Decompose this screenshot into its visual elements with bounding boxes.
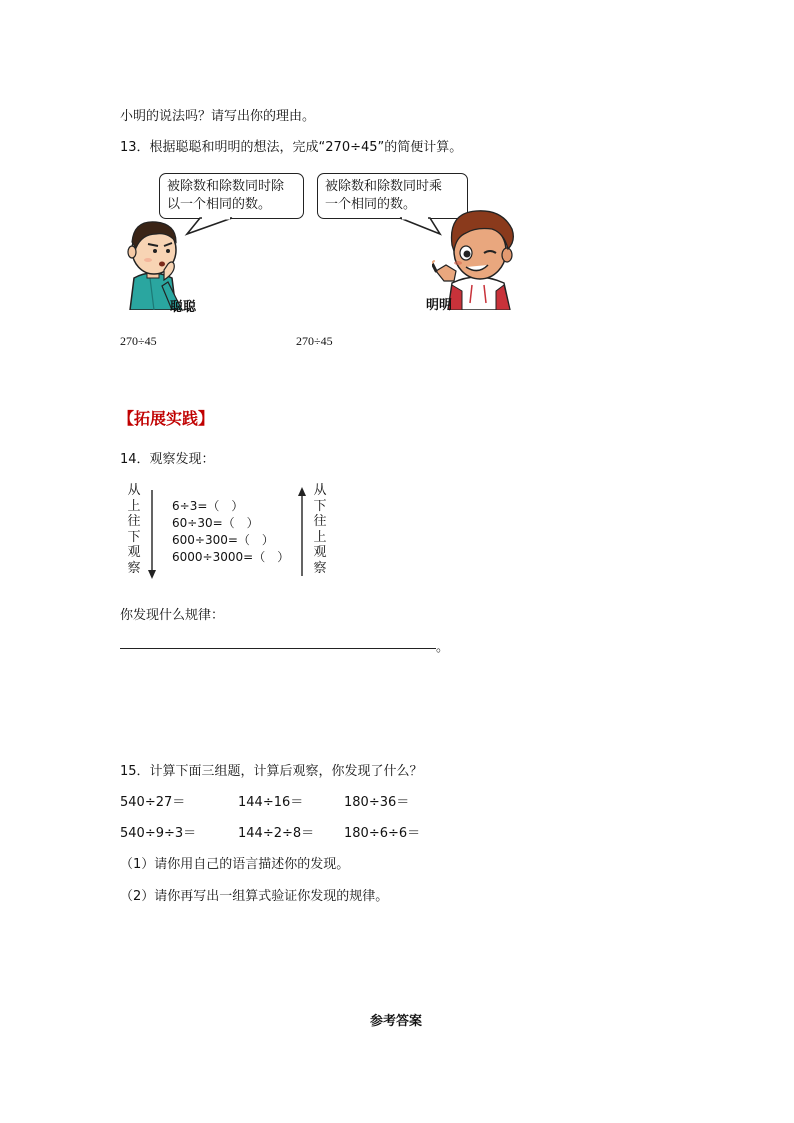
observation-arrows	[0, 480, 794, 600]
q15-row1-b: 144÷16＝	[238, 795, 304, 810]
speech-bubble-mingming: 被除数和除数同时乘 一个相同的数。	[317, 173, 468, 219]
answer-title: 参考答案	[370, 1014, 423, 1029]
arrow-down-icon	[148, 570, 156, 579]
q14-prompt: 14．观察发现：	[120, 452, 215, 467]
right-vertical-label: 从下往上观察	[313, 483, 327, 576]
q15-row1-c: 180÷36＝	[344, 795, 410, 810]
arrow-up-icon	[298, 487, 306, 496]
q15-row2-b: 144÷2÷8＝	[238, 826, 315, 841]
congcong-boy-illustration	[120, 210, 185, 310]
equation-1: 6÷3=（ ）	[172, 499, 244, 513]
name-congcong: 聪聪	[170, 300, 197, 315]
q15-row1-a: 540÷27＝	[120, 795, 186, 810]
q13-prompt: 13．根据聪聪和明明的想法，完成“270÷45”的简便计算。	[120, 140, 463, 155]
left-vertical-label: 从上往下观察	[127, 483, 141, 576]
q15-row2-c: 180÷6÷6＝	[344, 826, 421, 841]
q15-sub2: （2）请你再写出一组算式验证你发现的规律。	[120, 889, 389, 904]
q13-expression-left: 270÷45	[120, 334, 157, 348]
equation-3: 600÷300=（ ）	[172, 533, 274, 547]
section-title-extension-practice: 【拓展实践】	[118, 409, 215, 428]
rule-label: 你发现什么规律：	[120, 608, 225, 623]
equation-4: 6000÷3000=（ ）	[172, 550, 290, 564]
rule-period: 。	[436, 640, 450, 655]
q15-sub1: （1）请你用自己的语言描述你的发现。	[120, 857, 350, 872]
equation-2: 60÷30=（ ）	[172, 516, 259, 530]
q12-tail-text: 小明的说法吗？请写出你的理由。	[120, 109, 316, 124]
q15-prompt: 15．计算下面三组题，计算后观察，你发现了什么？	[120, 764, 423, 779]
q13-expression-right: 270÷45	[296, 334, 333, 348]
answer-blank-line[interactable]	[120, 648, 436, 649]
speech-bubble-congcong: 被除数和除数同时除 以一个相同的数。	[159, 173, 304, 219]
name-mingming: 明明	[426, 298, 453, 313]
q15-row2-a: 540÷9÷3＝	[120, 826, 197, 841]
